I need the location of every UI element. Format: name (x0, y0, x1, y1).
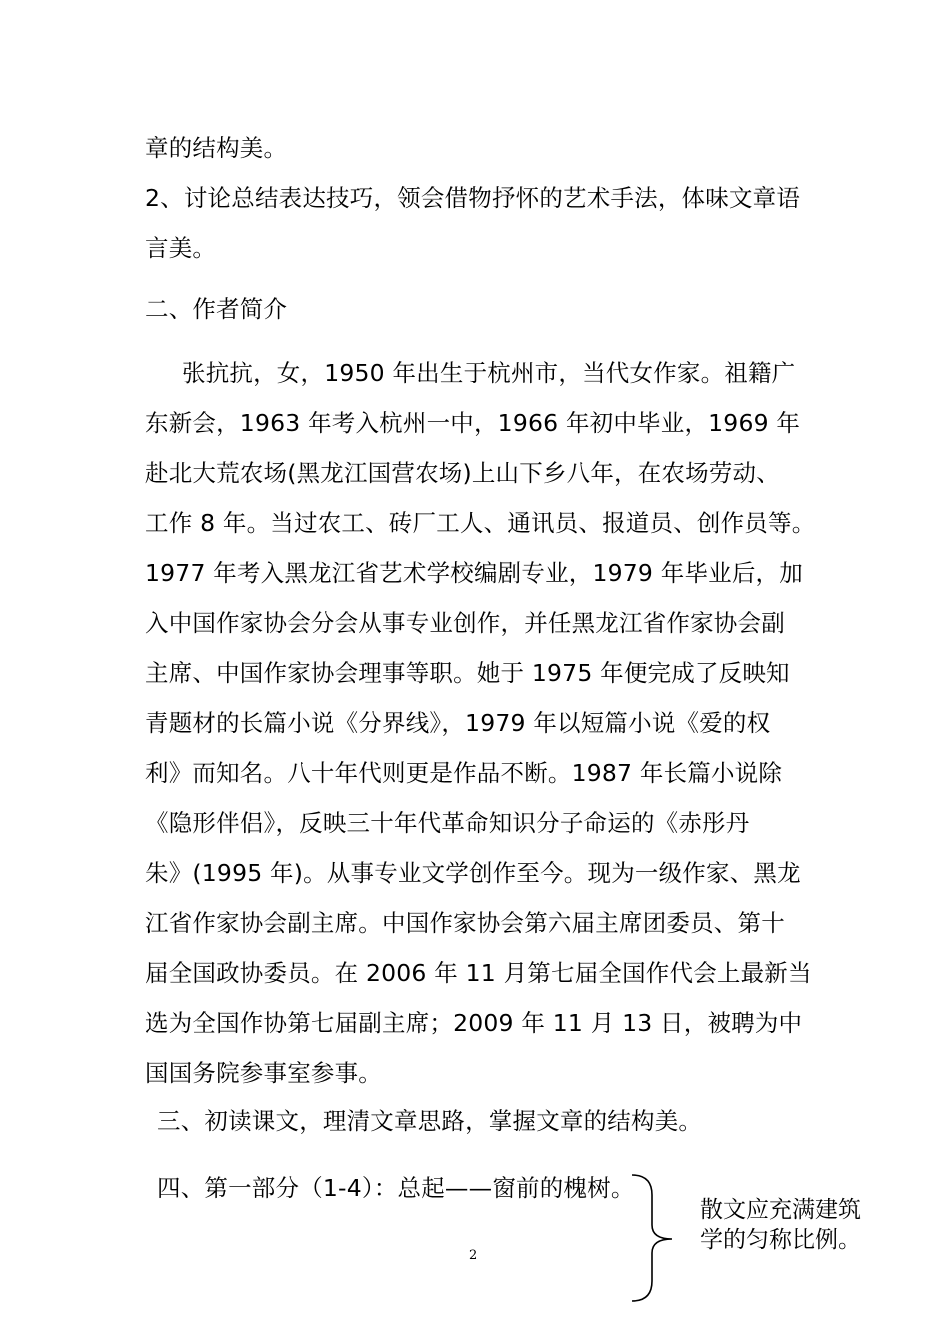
curly-brace-icon (628, 1173, 678, 1303)
paragraph-line: 章的结构美。 (145, 134, 288, 162)
paragraph-line: 选为全国作协第七届副主席；2009 年 11 月 13 日，被聘为中 (145, 1009, 803, 1037)
paragraph-line: 国国务院参事室参事。 (145, 1059, 382, 1087)
margin-note-line: 学的匀称比例。 (700, 1227, 861, 1253)
paragraph-line: 言美。 (145, 234, 217, 262)
paragraph-line: 东新会，1963 年考入杭州一中，1966 年初中毕业，1969 年 (145, 409, 801, 437)
page-number: 2 (469, 1248, 478, 1263)
section-heading: 四、第一部分（1-4）：总起——窗前的槐树。 (157, 1174, 635, 1202)
paragraph-line: 张抗抗，女，1950 年出生于杭州市，当代女作家。祖籍广 (182, 359, 796, 387)
paragraph-line: 利》而知名。八十年代则更是作品不断。1987 年长篇小说除 (145, 759, 783, 787)
paragraph-line: 工作 8 年。当过农工、砖厂工人、通讯员、报道员、创作员等。 (145, 509, 816, 537)
section-heading: 三、初读课文，理清文章思路，掌握文章的结构美。 (157, 1107, 703, 1135)
paragraph-line: 江省作家协会副主席。中国作家协会第六届主席团委员、第十 (145, 909, 785, 937)
paragraph-line: 主席、中国作家协会理事等职。她于 1975 年便完成了反映知 (145, 659, 790, 687)
paragraph-line: 1977 年考入黑龙江省艺术学校编剧专业，1979 年毕业后，加 (145, 559, 803, 587)
section-heading: 二、作者简介 (145, 295, 288, 323)
paragraph-line: 青题材的长篇小说《分界线》，1979 年以短篇小说《爱的权 (145, 709, 771, 737)
paragraph-line: 2、讨论总结表达技巧，领会借物抒怀的艺术手法，体味文章语 (145, 184, 801, 212)
paragraph-line: 届全国政协委员。在 2006 年 11 月第七届全国作代会上最新当 (145, 959, 812, 987)
paragraph-line: 朱》(1995 年)。从事专业文学创作至今。现为一级作家、黑龙 (145, 859, 801, 887)
margin-note-line: 散文应充满建筑 (700, 1197, 861, 1223)
paragraph-line: 赴北大荒农场(黑龙江国营农场)上山下乡八年，在农场劳动、 (145, 459, 780, 487)
margin-note (700, 1195, 861, 1255)
paragraph-line: 《隐形伴侣》，反映三十年代革命知识分子命运的《赤彤丹 (145, 809, 750, 837)
paragraph-line: 入中国作家协会分会从事专业创作，并任黑龙江省作家协会副 (145, 609, 785, 637)
